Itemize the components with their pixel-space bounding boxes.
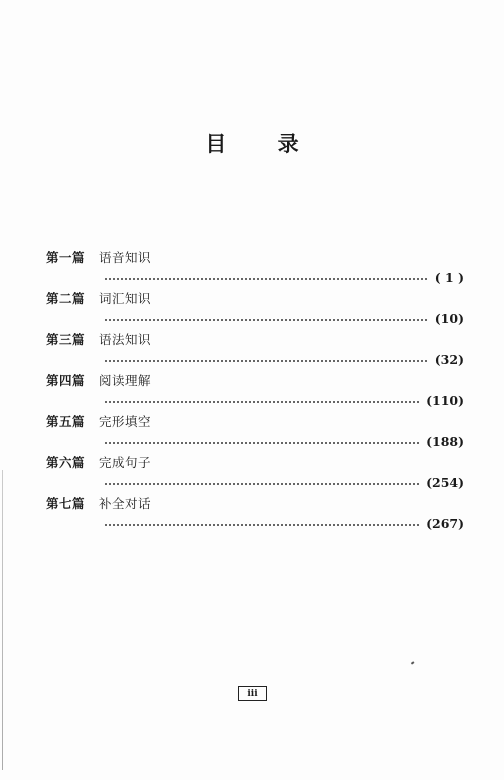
- toc-chapter-name: 完形填空: [99, 414, 152, 429]
- dot-leader: [104, 401, 420, 403]
- dot-leader: [104, 524, 420, 526]
- toc-entry[interactable]: [46, 248, 464, 289]
- toc-entry[interactable]: [46, 412, 464, 453]
- toc-leader-row: [104, 392, 464, 408]
- toc-chapter-name: 补全对话: [99, 496, 152, 511]
- toc-page-number: (110): [426, 392, 464, 408]
- toc-chapter-name: 完成句子: [99, 455, 152, 470]
- toc-entry[interactable]: [46, 453, 464, 494]
- page-folio: iii: [238, 686, 267, 701]
- toc-leader-row: [104, 515, 464, 531]
- dot-leader: [104, 442, 420, 444]
- toc-entry[interactable]: [46, 371, 464, 412]
- toc-page-number: ( 1 ): [434, 269, 464, 285]
- scan-speck: [411, 661, 414, 664]
- toc-part-label: 第四篇: [46, 373, 86, 388]
- toc-page-number: (32): [434, 351, 464, 367]
- dot-leader: [104, 319, 429, 321]
- toc-page-number: (254): [426, 474, 464, 490]
- dot-leader: [104, 360, 429, 362]
- toc-leader-row: [104, 433, 464, 449]
- toc-chapter-name: 语音知识: [99, 250, 152, 265]
- toc-leader-row: [104, 474, 464, 490]
- toc-page-number: (10): [434, 310, 464, 326]
- toc-part-label: 第七篇: [46, 496, 86, 511]
- toc-leader-row: [104, 351, 464, 367]
- dot-leader: [104, 483, 420, 485]
- toc-leader-row: [104, 310, 464, 326]
- toc-page-number: (188): [426, 433, 464, 449]
- toc-part-label: 第二篇: [46, 291, 86, 306]
- toc-part-label: 第一篇: [46, 250, 86, 265]
- toc-entry[interactable]: [46, 330, 464, 371]
- toc-entry[interactable]: [46, 289, 464, 330]
- toc-chapter-name: 语法知识: [99, 332, 152, 347]
- dot-leader: [104, 278, 429, 280]
- toc-part-label: 第三篇: [46, 332, 86, 347]
- toc-part-label: 第五篇: [46, 414, 86, 429]
- toc-chapter-name: 阅读理解: [99, 373, 152, 388]
- toc-entry[interactable]: [46, 494, 464, 535]
- toc-part-label: 第六篇: [46, 455, 86, 470]
- toc-page-number: (267): [426, 515, 464, 531]
- toc-leader-row: [104, 269, 464, 285]
- table-of-contents: [46, 248, 464, 535]
- toc-chapter-name: 词汇知识: [99, 291, 152, 306]
- page-title: 目 录: [205, 132, 321, 156]
- page-edge-shadow: [2, 470, 3, 770]
